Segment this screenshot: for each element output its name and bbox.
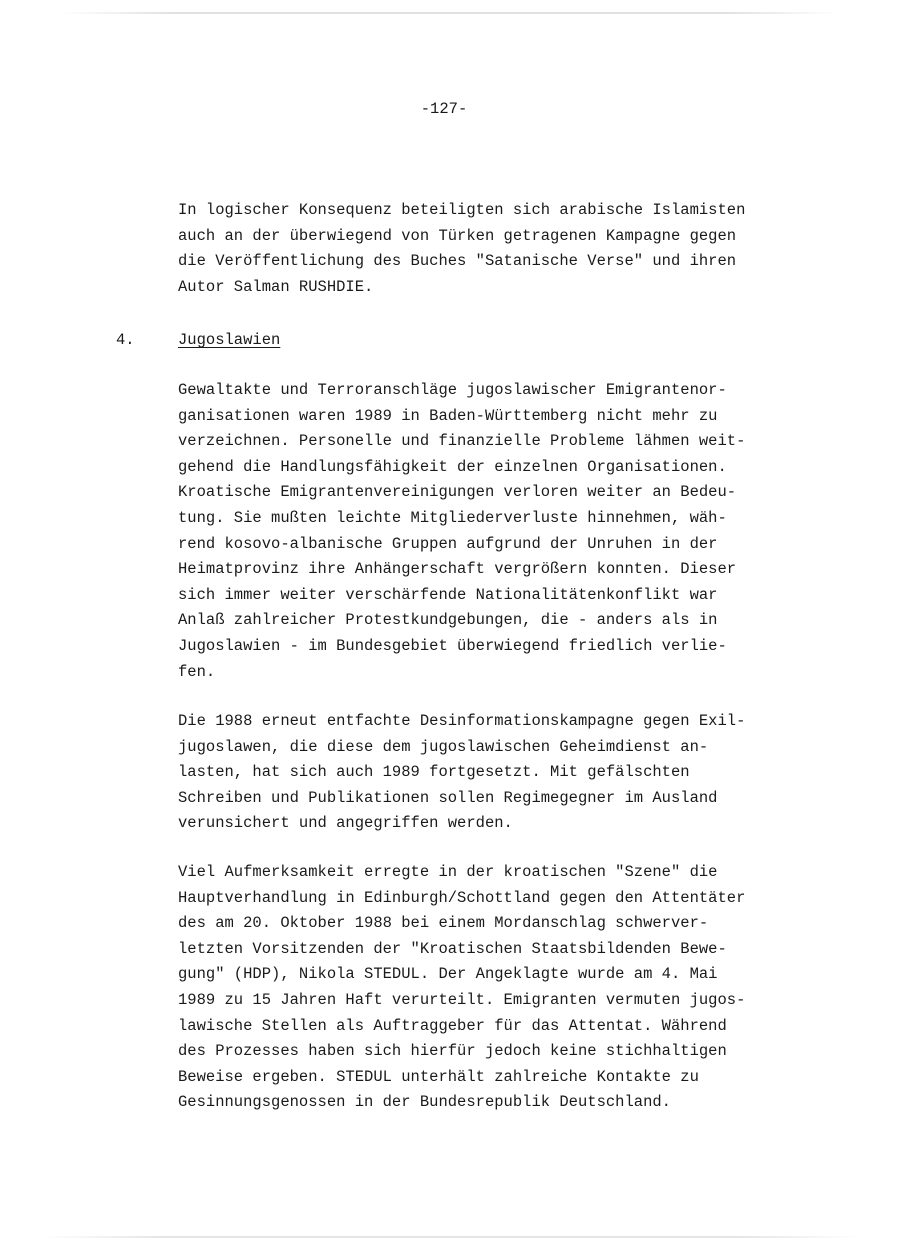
section-title: Jugoslawien xyxy=(178,331,281,349)
paragraph-2 xyxy=(178,709,745,837)
text-line: Jugoslawien - im Bundesgebiet überwiegend friedlich verlie- xyxy=(178,636,727,655)
text-line: Anlaß zahlreicher Protestkundgebungen, die - anders als in xyxy=(178,611,718,630)
text-line: die Veröffentlichung des Buches "Satanische Verse" und ihren xyxy=(178,252,737,271)
text-line: gung" (HDP), Nikola STEDUL. Der Angeklagte wurde am 4. Mai xyxy=(178,965,718,984)
intro-paragraph xyxy=(178,198,745,300)
text-line: ganisationen waren 1989 in Baden-Württemberg nicht mehr zu xyxy=(178,406,718,425)
section-number: 4. xyxy=(116,331,135,349)
text-line: sich immer weiter verschärfende Nationalitätenkonflikt war xyxy=(178,585,718,604)
text-line: Die 1988 erneut entfachte Desinformationskampagne gegen Exil- xyxy=(178,712,746,730)
text-line: des am 20. Oktober 1988 bei einem Mordanschlag schwerver- xyxy=(178,914,709,933)
text-line: Kroatische Emigrantenvereinigungen verloren weiter an Bedeu- xyxy=(178,483,737,502)
text-line: gehend die Handlungsfähigkeit der einzelnen Organisationen. xyxy=(178,457,727,476)
text-line: Beweise ergeben. STEDUL unterhält zahlreiche Kontakte zu xyxy=(178,1067,699,1086)
text-line: In logischer Konsequenz beteiligten sich arabische Islamisten xyxy=(178,201,746,219)
paragraph-1 xyxy=(178,378,745,685)
text-line: Gesinnungsgenossen in der Bundesrepublik Deutschland. xyxy=(178,1093,671,1112)
text-line: letzten Vorsitzenden der "Kroatischen Staatsbildenden Bewe- xyxy=(178,939,727,958)
text-line: lawische Stellen als Auftraggeber für das Attentat. Während xyxy=(178,1016,727,1035)
text-line: jugoslawen, die diese dem jugoslawischen Geheimdienst an- xyxy=(178,737,709,756)
text-line: des Prozesses haben sich hierfür jedoch keine stichhaltigen xyxy=(178,1042,727,1061)
text-line: tung. Sie mußten leichte Mitgliederverluste hinnehmen, wäh- xyxy=(178,508,727,527)
text-line: Gewaltakte und Terroranschläge jugoslawischer Emigrantenor- xyxy=(178,381,727,399)
text-line: fen. xyxy=(178,662,216,681)
text-line: lasten, hat sich auch 1989 fortgesetzt. Mit gefälschten xyxy=(178,763,690,782)
scan-edge-top xyxy=(60,12,840,14)
text-line: 1989 zu 15 Jahren Haft verurteilt. Emigranten vermuten jugos- xyxy=(178,990,746,1009)
page-number: -127- xyxy=(420,100,468,118)
scan-edge-bottom xyxy=(40,1236,860,1238)
text-line: verzeichnen. Personelle und finanzielle Probleme lähmen weit- xyxy=(178,432,746,451)
text-line: Heimatprovinz ihre Anhängerschaft vergrößern konnten. Dieser xyxy=(178,560,737,579)
text-line: rend kosovo-albanische Gruppen aufgrund der Unruhen in der xyxy=(178,534,718,553)
text-line: auch an der überwiegend von Türken getragenen Kampagne gegen xyxy=(178,226,737,245)
text-line: Schreiben und Publikationen sollen Regimegegner im Ausland xyxy=(178,788,718,807)
text-line: Viel Aufmerksamkeit erregte in der kroatischen "Szene" die xyxy=(178,863,718,881)
paragraph-3 xyxy=(178,860,745,1116)
text-line: Hauptverhandlung in Edinburgh/Schottland gegen den Attentäter xyxy=(178,888,746,907)
text-line: verunsichert und angegriffen werden. xyxy=(178,814,513,833)
text-line: Autor Salman RUSHDIE. xyxy=(178,277,374,296)
